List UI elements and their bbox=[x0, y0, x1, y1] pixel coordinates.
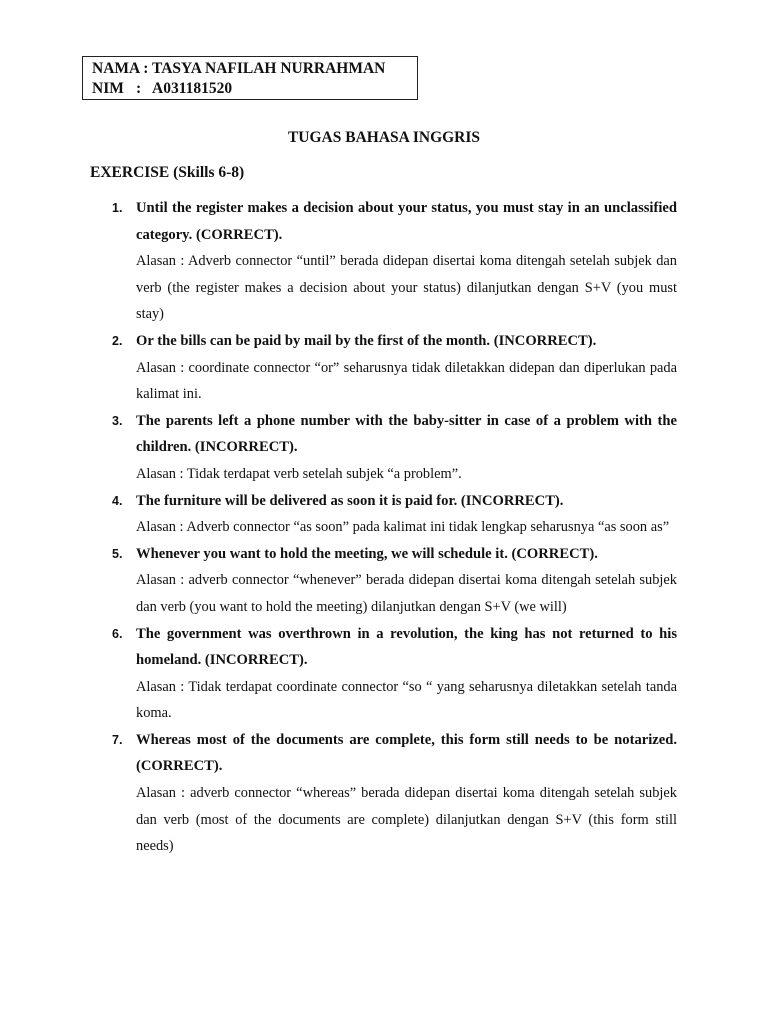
item-number: 6. bbox=[112, 626, 123, 641]
exercise-list bbox=[0, 195, 768, 860]
item-number: 4. bbox=[112, 493, 123, 508]
item-reason: Alasan : adverb connector “whenever” berada didepan disertai koma ditengah setelah subjek dan verb (you want to hold the meeting) dilanjutkan dengan S+V (we will) bbox=[136, 572, 677, 615]
list-item bbox=[0, 488, 768, 541]
item-statement: Or the bills can be paid by mail by the first of the month. (INCORRECT). bbox=[136, 332, 597, 349]
item-reason: Alasan : Adverb connector “until” berada didepan disertai koma ditengah setelah subjek dan verb (the register makes a decision about your status) dilanjutkan dengan S+V (you must stay) bbox=[136, 253, 677, 323]
nim-row bbox=[92, 79, 417, 99]
item-reason: Alasan : coordinate connector “or” seharusnya tidak diletakkan didepan dan diperlukan pada kalimat ini. bbox=[136, 359, 677, 403]
item-reason: Alasan : Tidak terdapat coordinate connector “so “ yang seharusnya diletakkan setelah tanda koma. bbox=[136, 678, 677, 722]
item-statement: The parents left a phone number with the baby-sitter in case of a problem with the children. (INCORRECT). bbox=[136, 412, 677, 456]
document-title: TUGAS BAHASA INGGRIS bbox=[287, 129, 481, 146]
student-id-box bbox=[82, 56, 418, 100]
list-item bbox=[0, 408, 768, 488]
item-number: 3. bbox=[112, 413, 123, 428]
name-value: TASYA NAFILAH NURRAHMAN bbox=[152, 60, 386, 77]
item-statement: Until the register makes a decision about your status, you must stay in an unclassified category. (CORRECT). bbox=[136, 200, 677, 243]
name-row bbox=[92, 59, 417, 79]
item-statement: The furniture will be delivered as soon it is paid for. (INCORRECT). bbox=[136, 492, 564, 509]
item-number: 5. bbox=[112, 546, 123, 561]
section-title: EXERCISE (Skills 6-8) bbox=[90, 164, 245, 181]
item-statement: The government was overthrown in a revolution, the king has not returned to his homeland. (INCORRECT). bbox=[136, 625, 677, 669]
item-number: 1. bbox=[112, 201, 123, 215]
name-separator: : bbox=[143, 60, 152, 77]
item-statement: Whereas most of the documents are complete, this form still needs to be notarized. (CORRECT). bbox=[136, 731, 677, 775]
nim-label: NIM bbox=[92, 80, 124, 97]
list-item bbox=[0, 195, 768, 328]
name-label: NAMA bbox=[92, 60, 140, 77]
item-reason: Alasan : Adverb connector “as soon” pada kalimat ini tidak lengkap seharusnya “as soon as” bbox=[136, 519, 670, 536]
item-reason: Alasan : adverb connector “whereas” berada didepan disertai koma ditengah setelah subjek dan verb (most of the documents are complete) dilanjutkan dengan S+V (this form still needs) bbox=[136, 785, 677, 855]
item-number: 7. bbox=[112, 732, 123, 747]
item-reason: Alasan : Tidak terdapat verb setelah subjek “a problem”. bbox=[136, 465, 462, 482]
nim-separator: : bbox=[136, 80, 142, 97]
list-item bbox=[0, 541, 768, 621]
list-item bbox=[0, 328, 768, 408]
item-statement: Whenever you want to hold the meeting, we will schedule it. (CORRECT). bbox=[136, 545, 598, 562]
list-item bbox=[0, 621, 768, 727]
nim-value: A031181520 bbox=[152, 80, 233, 97]
item-number: 2. bbox=[112, 333, 123, 348]
list-item bbox=[0, 727, 768, 860]
